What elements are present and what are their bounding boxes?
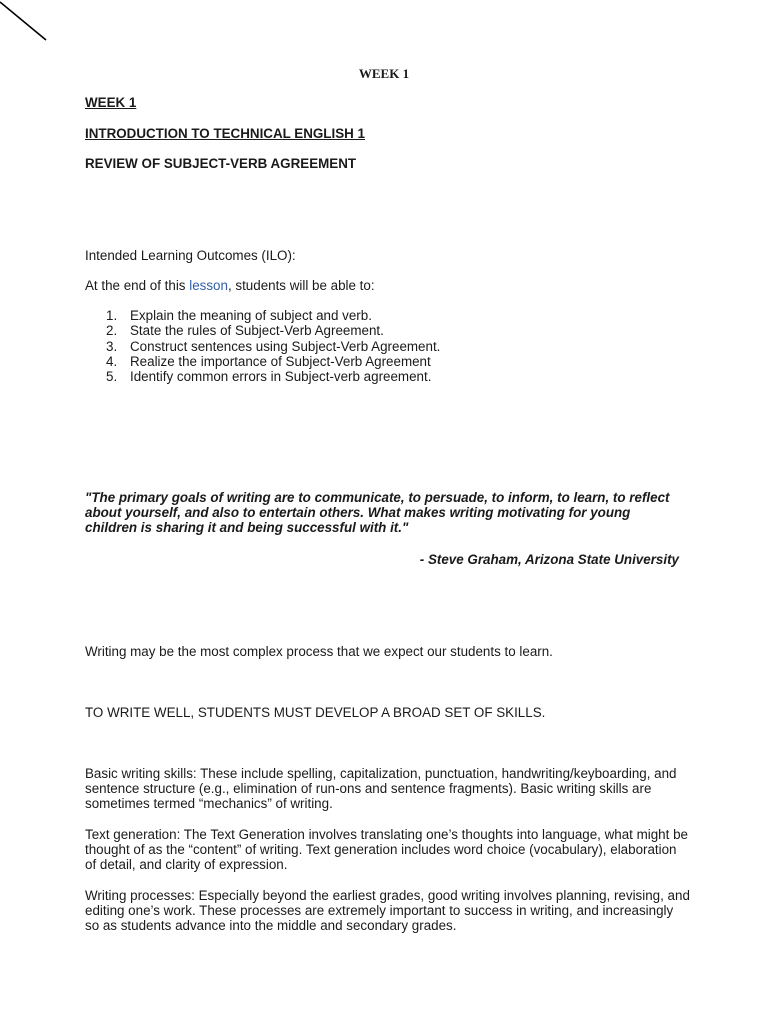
week-heading: WEEK 1: [85, 95, 137, 110]
list-item: [85, 339, 440, 354]
list-item: [85, 369, 440, 384]
course-heading: INTRODUCTION TO TECHNICAL ENGLISH 1: [85, 126, 365, 141]
list-item-number: 1.: [106, 308, 118, 323]
list-item: [85, 354, 440, 369]
paragraph-basic-writing-skills: Basic writing skills: These include spelling, capitalization, punctuation, handwriting/keyboarding, and sentence structure (e.g., elimination of run-ons and sentence fragments). Basic writing skills are sometimes termed “mechanics” of writing.: [85, 766, 677, 811]
list-item-text: Identify common errors in Subject-verb agreement.: [130, 369, 432, 385]
corner-fold-line: [0, 0, 50, 45]
list-item-number: 2.: [106, 323, 118, 339]
list-item-number: 3.: [106, 338, 118, 354]
list-item-text: State the rules of Subject-Verb Agreement.: [130, 323, 384, 339]
paragraph-text-generation: Text generation: The Text Generation involves translating one’s thoughts into language, what might be thought of as the “content” of writing. Text generation includes word choice (vocabulary), elaboration of detail, and clarity of expression.: [85, 827, 688, 872]
list-item-number: 5.: [106, 369, 118, 385]
list-item-number: 4.: [106, 353, 118, 369]
lesson-link[interactable]: lesson: [189, 278, 228, 293]
quote-text: "The primary goals of writing are to communicate, to persuade, to inform, to learn, to reflect about yourself, and also to entertain others. What makes writing motivating for young children is sharing it and being successful with it.": [85, 490, 670, 535]
ilo-heading: Intended Learning Outcomes (ILO):: [85, 248, 296, 263]
document-title: WEEK 1: [358, 66, 410, 81]
ilo-intro-text-before: At the end of this: [85, 278, 190, 293]
list-item-text: Explain the meaning of subject and verb.: [130, 308, 372, 323]
topic-heading: REVIEW OF SUBJECT-VERB AGREEMENT: [85, 156, 357, 171]
quote-author: - Steve Graham, Arizona State University: [419, 552, 679, 567]
list-item-text: Realize the importance of Subject-Verb Agreement: [130, 353, 431, 369]
ilo-list: [85, 308, 440, 384]
ilo-intro: [85, 278, 695, 293]
list-item: [85, 308, 440, 323]
paragraph-writing-processes: Writing processes: Especially beyond the earliest grades, good writing involves planning, revising, and editing one’s work. These processes are extremely important to success in writing, and increasingly so as students advance into the middle and secondary grades.: [85, 888, 690, 933]
list-item: [85, 323, 440, 338]
paragraph-broad-skills: TO WRITE WELL, STUDENTS MUST DEVELOP A BROAD SET OF SKILLS.: [85, 705, 546, 720]
paragraph-complex-process: Writing may be the most complex process that we expect our students to learn.: [85, 644, 553, 659]
ilo-intro-text-after: , students will be able to:: [227, 278, 375, 293]
list-item-text: Construct sentences using Subject-Verb Agreement.: [130, 338, 441, 354]
